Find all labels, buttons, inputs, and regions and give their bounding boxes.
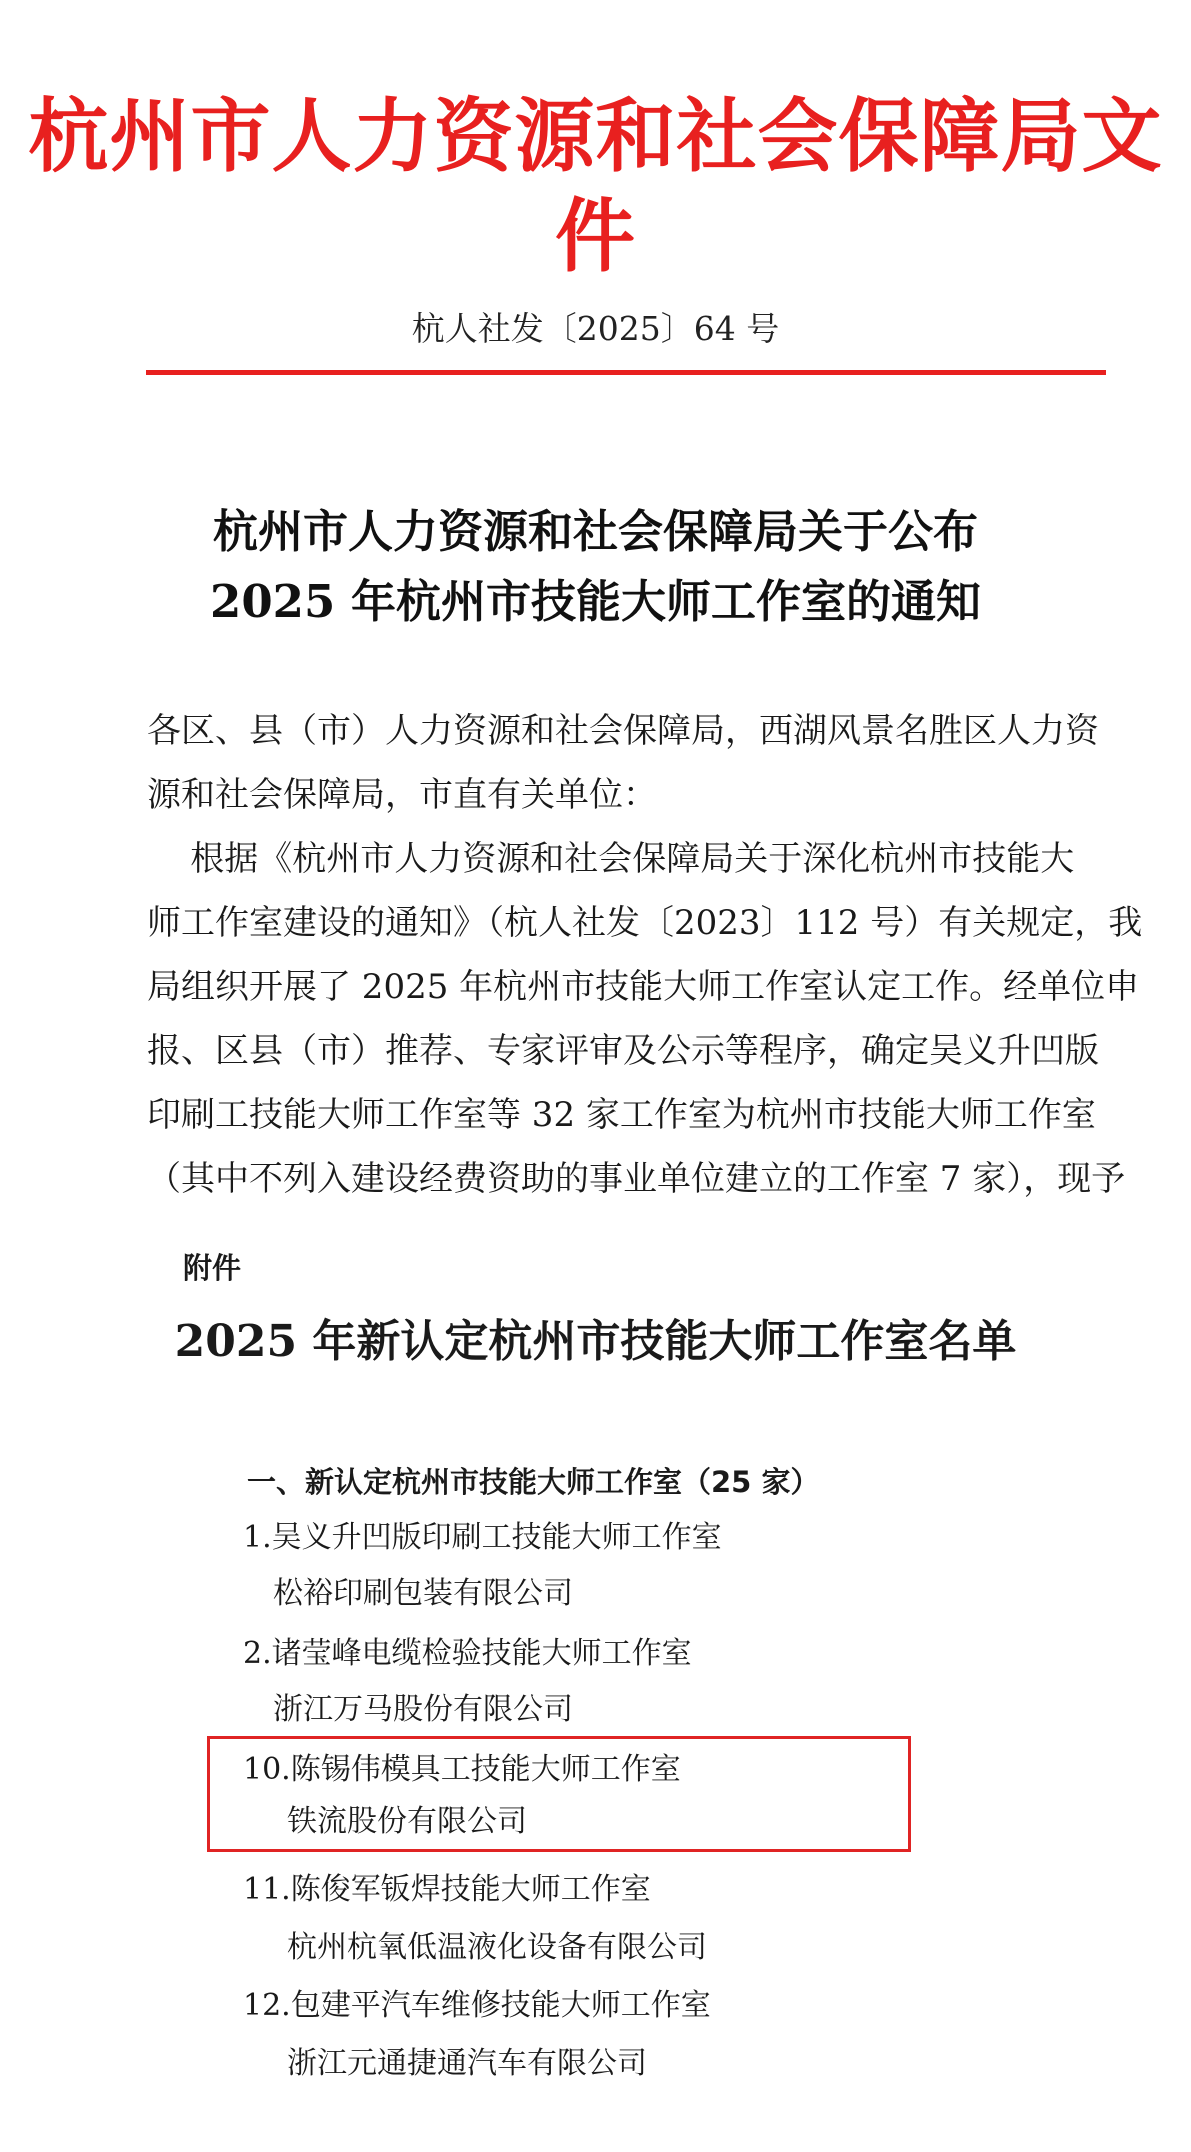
document-number: 杭人社发〔2025〕64 号: [411, 309, 780, 348]
notice-title-line-2: 2025 年杭州市技能大师工作室的通知: [210, 575, 981, 628]
attachment-label: 附件: [183, 1251, 242, 1285]
company-name-highlighted: 铁流股份有限公司: [287, 1804, 527, 1839]
attachment-list-title: 2025 年新认定杭州市技能大师工作室名单: [174, 1316, 1017, 1367]
studio-name: 1.吴义升凹版印刷工技能大师工作室: [243, 1520, 722, 1555]
body-line: 局组织开展了 2025 年杭州市技能大师工作室认定工作。经单位申: [147, 967, 1140, 1007]
studio-name: 2.诸莹峰电缆检验技能大师工作室: [243, 1636, 692, 1671]
studio-name-highlighted: 10.陈锡伟模具工技能大师工作室: [243, 1752, 681, 1787]
body-line: 印刷工技能大师工作室等 32 家工作室为杭州市技能大师工作室: [147, 1095, 1096, 1135]
body-line: 源和社会保障局，市直有关单位：: [147, 775, 657, 815]
company-name: 松裕印刷包装有限公司: [273, 1576, 573, 1611]
notice-title-line-1: 杭州市人力资源和社会保障局关于公布: [212, 505, 978, 558]
body-line: （其中不列入建设经费资助的事业单位建立的工作室 7 家），现予: [147, 1159, 1126, 1199]
body-line: 报、区县（市）推荐、专家评审及公示等程序，确定吴义升凹版: [147, 1031, 1099, 1071]
body-line: 师工作室建设的通知》（杭人社发〔2023〕112 号）有关规定，我: [147, 903, 1143, 943]
company-name: 杭州杭氧低温液化设备有限公司: [287, 1930, 707, 1965]
studio-name: 11.陈俊军钣焊技能大师工作室: [243, 1872, 651, 1907]
section-heading: 一、新认定杭州市技能大师工作室（25 家）: [247, 1465, 820, 1499]
masthead-divider: [146, 370, 1106, 375]
company-name: 浙江万马股份有限公司: [273, 1692, 573, 1727]
studio-name: 12.包建平汽车维修技能大师工作室: [243, 1988, 711, 2023]
body-line: 各区、县（市）人力资源和社会保障局，西湖风景名胜区人力资: [147, 711, 1099, 751]
company-name: 浙江元通捷通汽车有限公司: [287, 2046, 647, 2081]
document-masthead: 杭州市人力资源和社会保障局文件: [28, 89, 1163, 283]
body-line: 根据《杭州市人力资源和社会保障局关于深化杭州市技能大: [147, 839, 1075, 879]
